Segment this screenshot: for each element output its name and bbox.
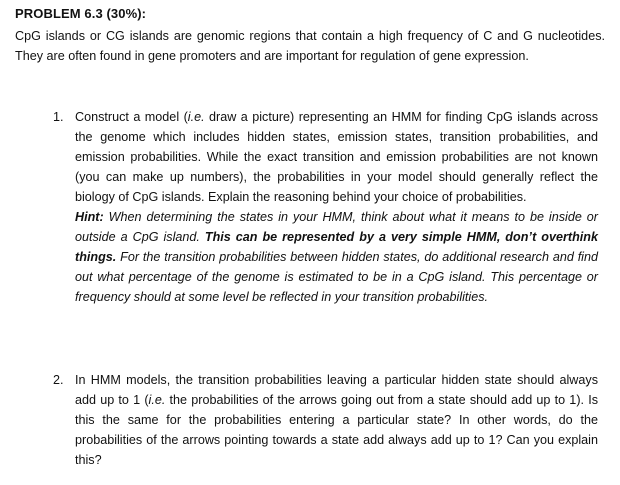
question-1-body: [75, 107, 598, 307]
hint-text-b: For the transition probabilities between hidden states, do additional research and find out what percentage of the genome is estimated to be in a CpG island. This percentage or frequency should at some level be reflected in your transition probabilities.: [75, 250, 598, 304]
question-1-text-b: draw a picture) representing an HMM for finding CpG islands across the genome which includes hidden states, emission states, transition probabilities, and emission probabilities. While the exact transition and emission probabilities are not known (you can make up numbers), the probabilities in your model should generally reflect the biology of CpG islands. Explain the reasoning behind your choice of probabilities.: [75, 110, 598, 204]
question-2: [53, 370, 598, 470]
question-1-hint: [75, 210, 598, 304]
question-2-body: [75, 370, 598, 470]
question-2-number: 2.: [53, 373, 64, 387]
question-1-text-a: Construct a model (: [75, 110, 188, 124]
question-2-text-a: In HMM models, the transition probabilities leaving a particular hidden state should always add up to 1 (: [75, 373, 598, 407]
question-2-ie: i.e.: [148, 393, 166, 407]
hint-text-a: When determining the states in your HMM, think about what it means to be inside or outside a CpG island.: [75, 210, 598, 244]
intro-paragraph: CpG islands or CG islands are genomic regions that contain a high frequency of C and G nucleotides. They are often found in gene promoters and are important for regulation of gene expression.: [15, 29, 605, 63]
hint-bold-text: This can be represented by a very simple HMM, don’t overthink things.: [75, 230, 598, 264]
hint-label: Hint:: [75, 210, 104, 224]
problem-title: PROBLEM 6.3 (30%):: [15, 6, 147, 21]
question-1: [53, 107, 598, 307]
question-2-text-b: the probabilities of the arrows going out from a state should add up to 1). Is this the same for the probabilities entering a particular state? In other words, do the probabilities of the arrows pointing towards a state add always add up to 1? Can you explain this?: [75, 393, 599, 467]
question-1-number: 1.: [53, 110, 64, 124]
question-1-ie: i.e.: [187, 110, 205, 124]
